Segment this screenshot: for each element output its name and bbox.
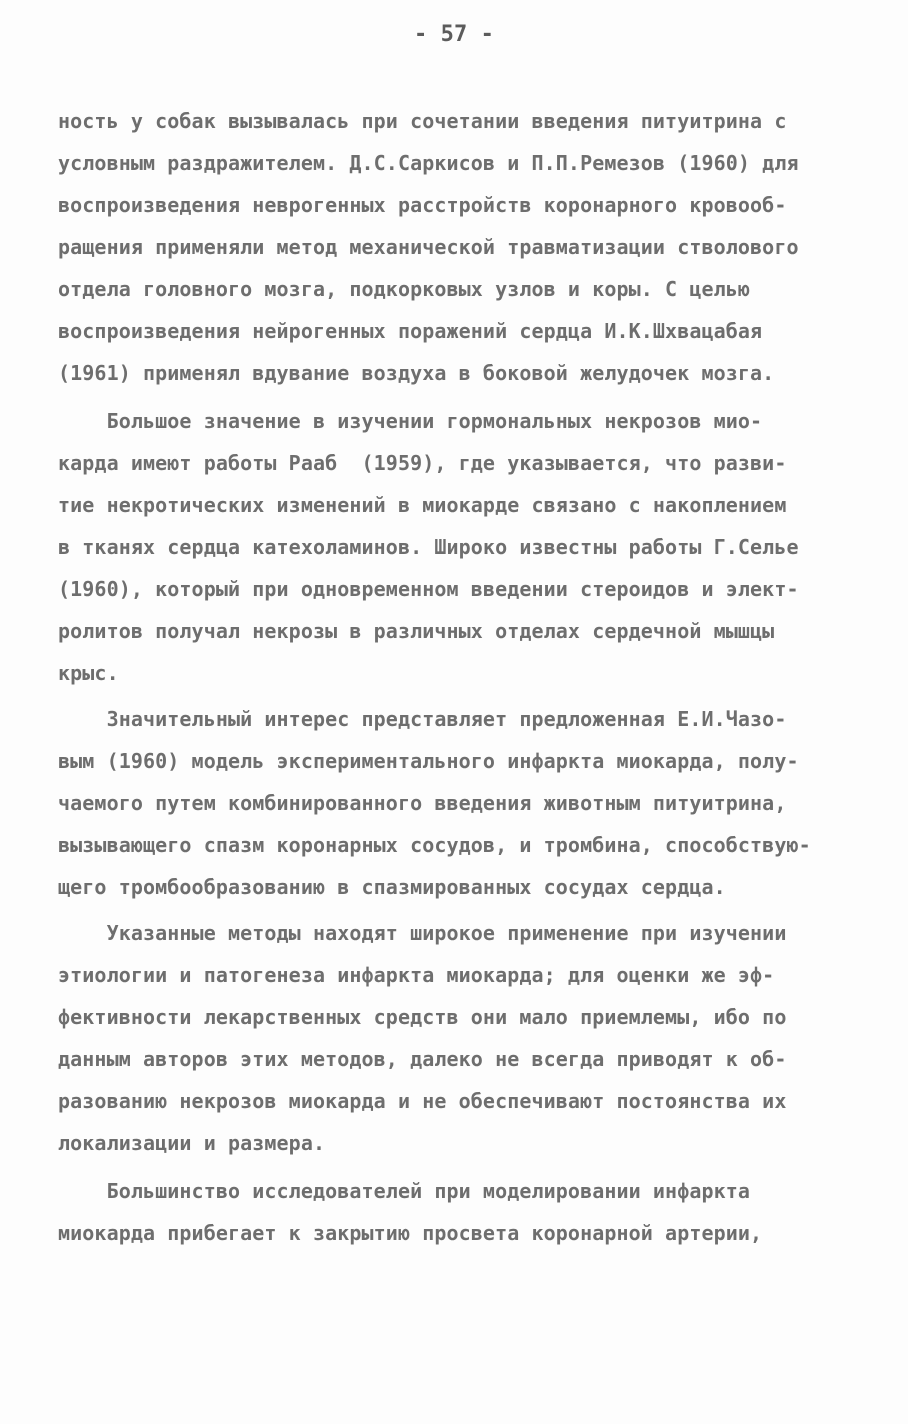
text-line: (1961) применял вдувание воздуха в боковой желудочек мозга. (58, 361, 775, 385)
text-line: (1960), который при одновременном введении стероидов и элект- (58, 577, 799, 601)
text-line: фективности лекарственных средств они мало приемлемы, ибо по (58, 1005, 787, 1029)
text-line: этиологии и патогенеза инфаркта миокарда; для оценки же эф- (58, 963, 775, 987)
paragraph-first-line: Большое значение в изучении гормональных некрозов мио- (58, 409, 763, 433)
text-line: воспроизведения неврогенных расстройств коронарного кровооб- (58, 193, 787, 217)
text-line: щего тромбообразованию в спазмированных сосудах сердца. (58, 875, 726, 899)
text-line: крыс. (58, 661, 119, 685)
text-line: воспроизведения нейрогенных поражений сердца И.К.Шхвацабая (58, 319, 763, 343)
text-line: тие некротических изменений в миокарде связано с накоплением (58, 493, 787, 517)
paragraph-first-line: Большинство исследователей при моделировании инфаркта (58, 1179, 751, 1203)
text-line: локализации и размера. (58, 1131, 326, 1155)
text-line: данным авторов этих методов, далеко не всегда приводят к об- (58, 1047, 787, 1071)
text-line: условным раздражителем. Д.С.Саркисов и П.П.Ремезов (1960) для (58, 151, 799, 175)
text-line: миокарда прибегает к закрытию просвета коронарной артерии, (58, 1221, 763, 1245)
text-line: разованию некрозов миокарда и не обеспечивают постоянства их (58, 1089, 787, 1113)
text-line: ролитов получал некрозы в различных отделах сердечной мышцы (58, 619, 775, 643)
text-line: ращения применяли метод механической травматизации стволового (58, 235, 799, 259)
text-line: в тканях сердца катехоламинов. Широко известны работы Г.Селье (58, 535, 799, 559)
page-number: - 57 - (413, 22, 495, 47)
text-line: вым (1960) модель экспериментального инфаркта миокарда, полу- (58, 749, 799, 773)
text-line: отдела головного мозга, подкорковых узлов и коры. С целью (58, 277, 751, 301)
paragraph-first-line: Указанные методы находят широкое применение при изучении (58, 921, 787, 945)
paragraph-first-line: Значительный интерес представляет предложенная Е.И.Чазо- (58, 707, 787, 731)
text-line: карда имеют работы Рааб (1959), где указывается, что разви- (58, 451, 787, 475)
text-line: чаемого путем комбинированного введения животным питуитрина, (58, 791, 787, 815)
text-line: ность у собак вызывалась при сочетании введения питуитрина с (58, 109, 787, 133)
text-line: вызывающего спазм коронарных сосудов, и тромбина, способствую- (58, 833, 811, 857)
